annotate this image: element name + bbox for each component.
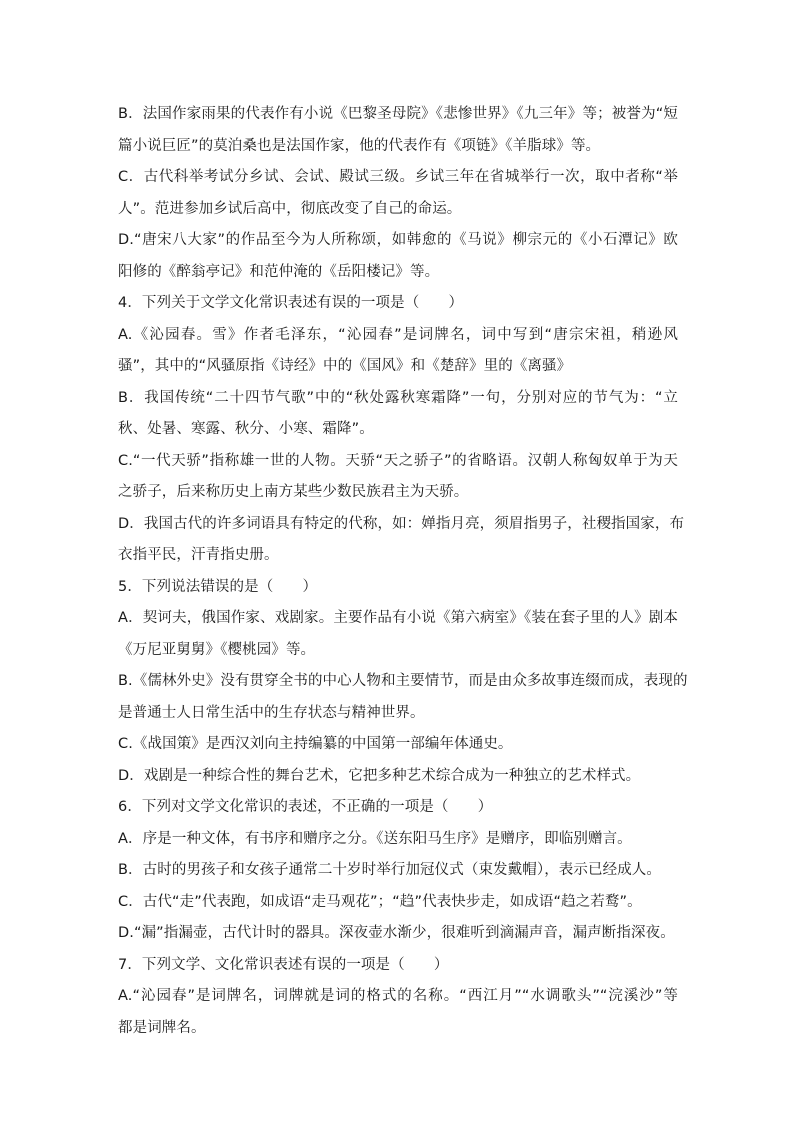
text-line: D.“唐宋八大家”的作品至今为人所称颂，如韩愈的《马说》柳宗元的《小石潭记》欧 [118,232,678,248]
text-line: C．古代科举考试分乡试、会试、殿试三级。乡试三年在省城举行一次，取中者称“举 [118,169,678,185]
question-heading: 6．下列对文学文化常识的表述，不正确的一项是（ ） [118,799,493,815]
text-line: B．古时的男孩子和女孩子通常二十岁时举行加冠仪式（束发戴帽），表示已经成人。 [118,862,661,878]
text-line: D．我国古代的许多词语具有特定的代称，如：婵指月亮，须眉指男子，社稷指国家，布 [118,515,685,532]
text-line: 骚”，其中的“风骚原指《诗经》中的《国风》和《楚辞》里的《离骚》 [118,358,572,374]
text-line: C.《战国策》是西汉刘向主持编纂的中国第一部编年体通史。 [118,736,513,752]
text-line: C．古代“走”代表跑，如成语“走马观花”；“趋”代表快步走，如成语“趋之若鹜”。 [118,893,642,910]
text-line: 衣指平民，汗青指史册。 [118,547,279,563]
text-line: 秋、处暑、寒露、秋分、小寒、霜降”。 [118,421,374,437]
text-line: 是普通士人日常生活中的生存状态与精神世界。 [118,704,425,721]
text-line: 人”。范进参加乡试后高中，彻底改变了自己的命运。 [118,200,462,217]
question-heading: 7．下列文学、文化常识表述有误的一项是（ ） [118,956,449,973]
question-heading: 4．下列关于文学文化常识表述有误的一项是（ ） [118,295,464,311]
text-line: C.“一代天骄”指称雄一世的人物。天骄“天之骄子”的省略语。汉朝人称匈奴单于为天 [118,452,678,469]
text-line: 之骄子，后来称历史上南方某些少数民族君主为天骄。 [118,484,469,500]
text-line: A．序是一种文体，有书序和赠序之分。《送东阳马生序》是赠序，即临别赠言。 [118,830,632,847]
text-line: D.“漏”指漏壶，古代计时的器具。深夜壶水渐少，很难听到滴漏声音，漏声断指深夜。 [118,925,675,941]
document-page [118,99,688,1044]
text-line: 篇小说巨匠”的莫泊桑也是法国作家，他的代表作有《项链》《羊脂球》等。 [118,137,601,154]
text-line: B.《儒林外史》没有贯穿全书的中心人物和主要情节，而是由众多故事连缀而成，表现的 [118,673,688,689]
text-line: A.《沁园春。雪》作者毛泽东，“沁园春”是词牌名，词中写到“唐宗宋祖，稍逊风 [118,326,678,343]
text-line: B．我国传统“二十四节气歌”中的“秋处露秋寒霜降”一句，分别对应的节气为：“立 [118,389,678,406]
text-line: B．法国作家雨果的代表作有小说《巴黎圣母院》《悲惨世界》《九三年》等；被誉为“短 [118,106,678,122]
text-line: 都是词牌名。 [118,1019,206,1036]
question-heading: 5．下列说法错误的是（ ） [118,578,318,595]
text-line: 《万尼亚舅舅》《樱桃园》等。 [118,641,316,658]
text-line: A．契诃夫，俄国作家、戏剧家。主要作品有小说《第六病室》《装在套子里的人》剧本 [118,610,678,626]
text-line: D．戏剧是一种综合性的舞台艺术，它把多种艺术综合成为一种独立的艺术样式。 [118,767,641,784]
text-line: 阳修的《醉翁亭记》和范仲淹的《岳阳楼记》等。 [118,263,440,280]
text-line: A.“沁园春”是词牌名，词牌就是词的格式的名称。“西江月”“水调歌头”“浣溪沙”等 [118,988,678,1004]
